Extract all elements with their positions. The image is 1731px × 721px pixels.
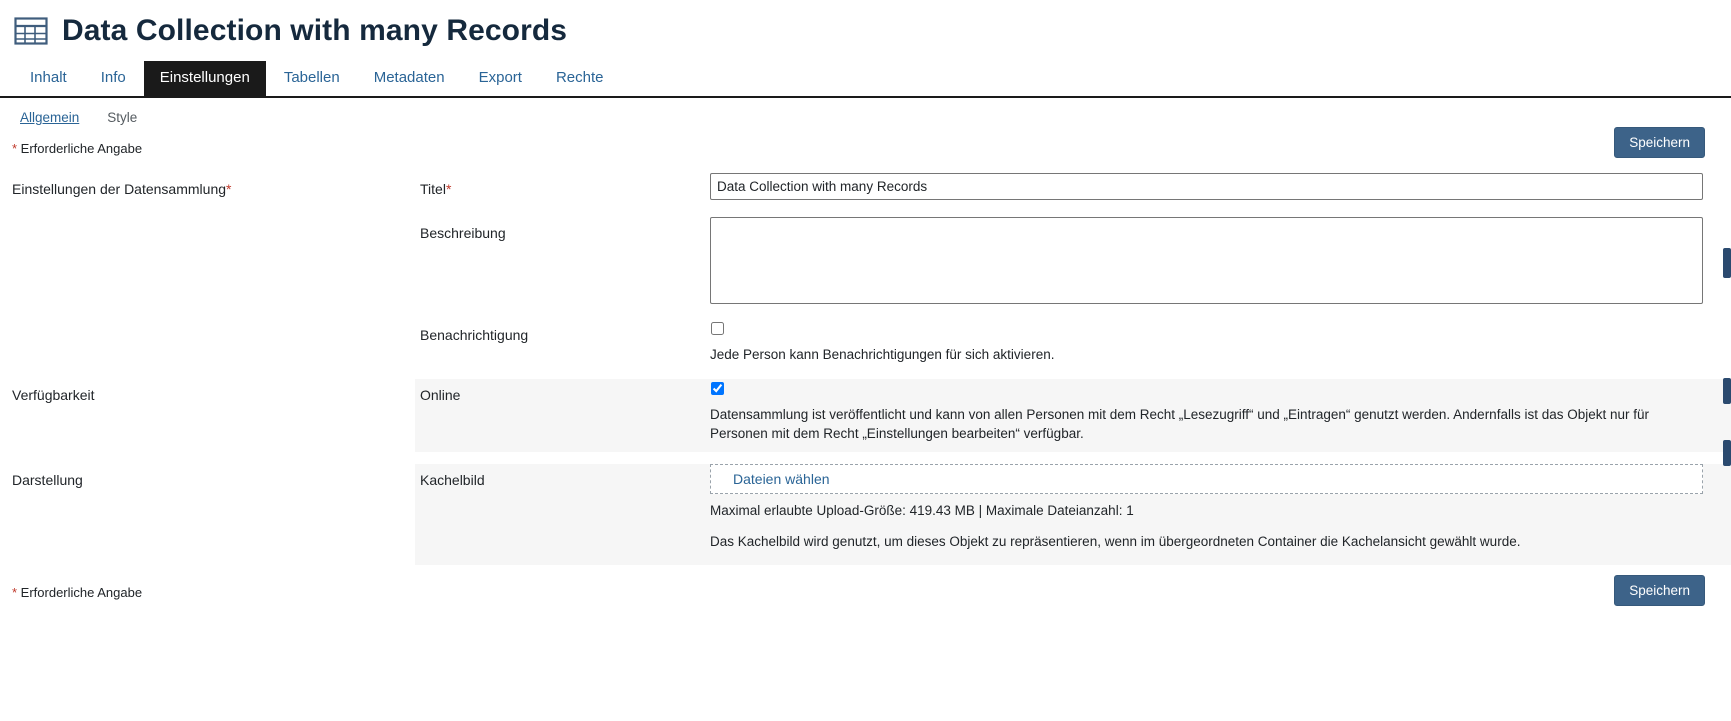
scrollbar-sliver-bottom[interactable] — [1723, 440, 1731, 466]
section-availability — [0, 379, 1731, 452]
section-notification-row — [0, 319, 1731, 365]
required-note-text-top: Erforderliche Angabe — [17, 141, 143, 156]
benachrichtigung-checkbox[interactable] — [711, 322, 724, 335]
tab-einstellungen[interactable]: Einstellungen — [144, 61, 266, 96]
field-control-titel — [710, 173, 1731, 200]
section-notification-body — [415, 319, 1731, 365]
section-description-spacer — [0, 217, 415, 233]
section-presentation-body — [415, 464, 1731, 565]
beschreibung-textarea[interactable] — [710, 217, 1703, 304]
save-button-top[interactable]: Speichern — [1614, 127, 1705, 158]
section-settings-required-star: * — [226, 181, 232, 197]
section-notification-spacer — [0, 319, 415, 335]
section-availability-body — [415, 379, 1731, 452]
subtab-style[interactable]: Style — [107, 110, 138, 125]
section-presentation-label: Darstellung — [12, 471, 83, 488]
section-presentation — [0, 464, 1731, 565]
field-label-beschreibung: Beschreibung — [420, 225, 506, 241]
scrollbar-sliver-top[interactable] — [1723, 248, 1731, 278]
tab-metadaten[interactable]: Metadaten — [373, 69, 445, 86]
subtab-allgemein[interactable]: Allgemein — [20, 110, 80, 125]
section-settings — [0, 173, 1731, 205]
field-control-beschreibung — [710, 217, 1731, 307]
section-settings-label — [0, 173, 415, 205]
save-button-bottom[interactable]: Speichern — [1614, 575, 1705, 606]
tab-info[interactable]: Info — [100, 69, 126, 86]
field-control-online — [710, 379, 1731, 444]
sub-tabs — [0, 98, 1731, 135]
tab-export[interactable]: Export — [478, 69, 522, 86]
field-label-kachelbild: Kachelbild — [420, 471, 485, 488]
benachrichtigung-help: Jede Person kann Benachrichtigungen für sich aktivieren. — [710, 347, 1055, 362]
field-label-online: Online — [420, 386, 461, 403]
tab-rechte[interactable]: Rechte — [555, 69, 604, 86]
field-control-benachrichtigung — [710, 319, 1731, 365]
field-control-kachelbild — [710, 464, 1731, 549]
settings-form — [0, 173, 1731, 565]
main-tabs — [0, 61, 1731, 98]
choose-files-button[interactable]: Dateien wählen — [733, 470, 830, 487]
titel-input[interactable] — [710, 173, 1703, 200]
tab-tabellen[interactable]: Tabellen — [283, 69, 340, 86]
field-titel-required-star: * — [445, 181, 452, 197]
online-help: Datensammlung ist veröffentlicht und kann von allen Personen mit dem Recht „Lesezugriff“ und „Eintragen“ genutzt werden. Andernfalls ist das Objekt nur für Personen mit dem Recht „Einstellungen bearbeiten“ verfügbar. — [710, 406, 1650, 442]
page-title: Data Collection with many Records — [62, 14, 568, 47]
required-note-bottom — [12, 585, 142, 600]
table-grid-icon — [14, 16, 48, 46]
file-dropzone[interactable] — [710, 464, 1703, 494]
section-settings-body — [415, 173, 1731, 205]
required-star-top: * — [12, 141, 18, 156]
kachelbild-description: Das Kachelbild wird genutzt, um dieses Objekt zu repräsentieren, wenn im übergeordneten Container die Kachelansicht gewählt wurde. — [710, 533, 1521, 549]
required-star-bottom: * — [12, 584, 18, 600]
field-label-titel — [415, 173, 710, 205]
section-settings-label-text: Einstellungen der Datensammlung — [12, 181, 227, 197]
upload-size-info: Maximal erlaubte Upload-Größe: 419.43 MB | Maximale Dateianzahl: 1 — [710, 502, 1134, 518]
scrollbar-sliver-middle[interactable] — [1723, 378, 1731, 404]
online-checkbox[interactable] — [711, 382, 724, 395]
required-note-top — [12, 141, 142, 156]
section-description-row — [0, 217, 1731, 307]
required-note-text-bottom: Erforderliche Angabe — [17, 584, 143, 600]
section-availability-label: Verfügbarkeit — [12, 386, 95, 403]
required-note-row-bottom — [0, 579, 1731, 609]
field-label-benachrichtigung: Benachrichtigung — [420, 327, 529, 343]
section-description-body — [415, 217, 1731, 307]
required-note-row-top — [0, 135, 1731, 163]
tab-inhalt[interactable]: Inhalt — [30, 69, 67, 86]
page-header — [0, 0, 1731, 55]
field-label-titel-text: Titel — [420, 181, 446, 197]
